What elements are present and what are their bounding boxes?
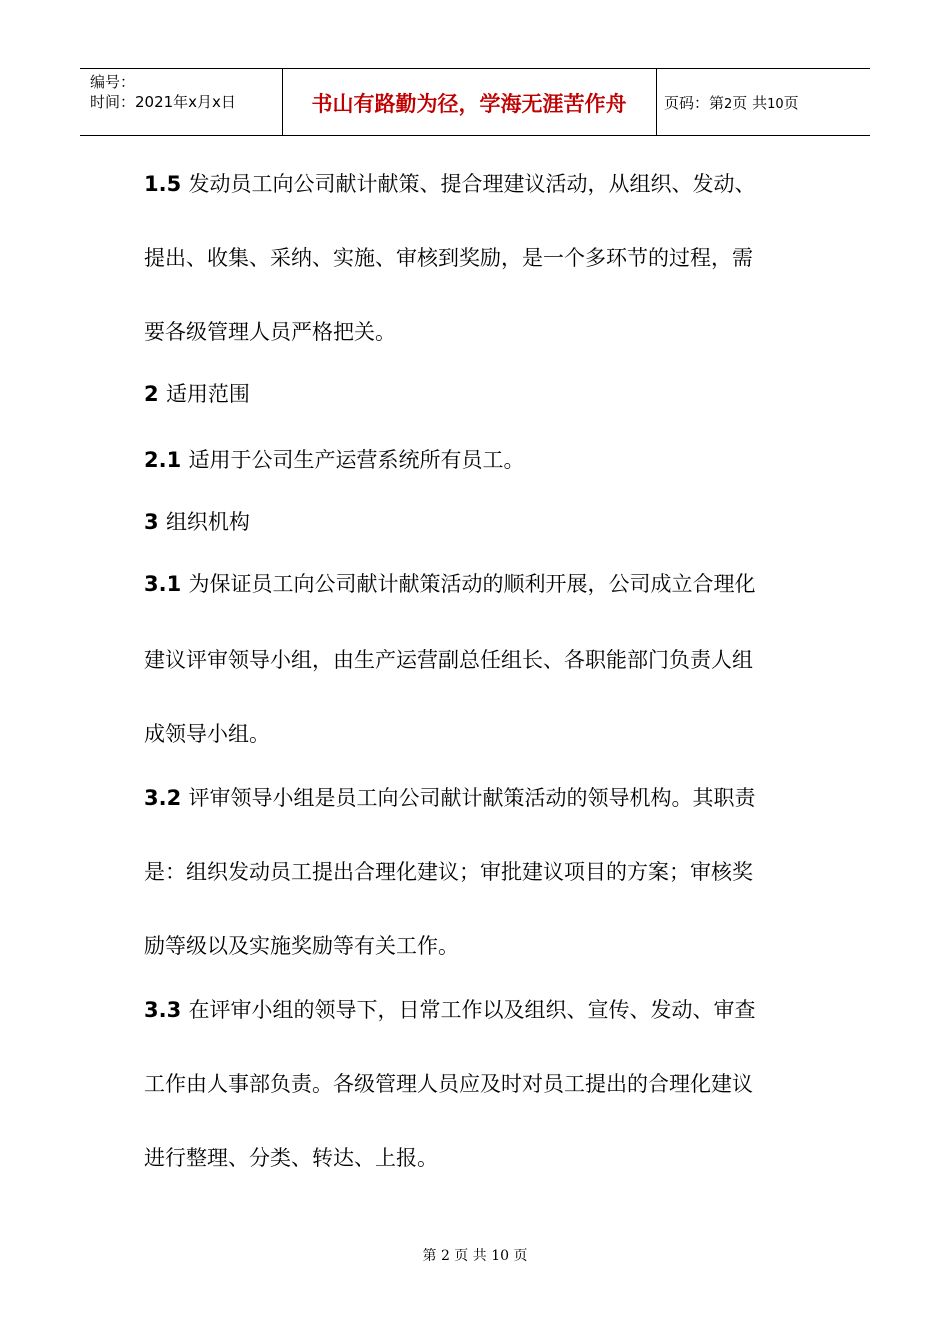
section-number: 3.2	[144, 786, 189, 810]
body-line	[144, 170, 756, 198]
body-text: 成领导小组。	[144, 722, 270, 746]
section-number: 3.1	[144, 572, 189, 596]
body-text: 要各级管理人员严格把关。	[144, 320, 396, 344]
body-line	[144, 318, 396, 346]
body-line	[144, 508, 250, 536]
page-current: 2	[724, 97, 733, 112]
body-text: 发动员工向公司献计献策、提合理建议活动，从组织、发动、	[188, 172, 756, 196]
body-text: 进行整理、分类、转达、上报。	[144, 1146, 438, 1170]
body-line	[144, 244, 753, 272]
page-mid: 页 共	[732, 94, 768, 112]
body-line	[144, 570, 756, 598]
section-number: 2	[144, 382, 166, 406]
body-text: 工作由人事部负责。各级管理人员应及时对员工提出的合理化建议	[144, 1072, 753, 1096]
document-number: 编号：	[90, 73, 136, 91]
body-line	[144, 720, 270, 748]
body-line	[144, 784, 756, 812]
header-meta	[90, 72, 236, 112]
body-line	[144, 1144, 438, 1172]
body-line	[144, 858, 753, 886]
page-header	[80, 68, 870, 136]
header-page-info	[664, 93, 799, 115]
page-prefix: 页码：第	[664, 94, 725, 112]
section-number: 3	[144, 510, 166, 534]
body-text: 评审领导小组是员工向公司献计献策活动的领导机构。其职责	[188, 786, 756, 810]
body-line	[144, 996, 756, 1024]
header-divider	[656, 69, 657, 135]
page-footer: 第 2 页 共 10 页	[422, 1248, 528, 1264]
section-number: 3.3	[144, 998, 189, 1022]
body-line	[144, 1070, 753, 1098]
body-text: 组织机构	[165, 510, 250, 534]
body-text: 励等级以及实施奖励等有关工作。	[144, 934, 459, 958]
body-text: 提出、收集、采纳、实施、审核到奖励，是一个多环节的过程，需	[144, 246, 753, 270]
body-text: 适用范围	[165, 382, 250, 406]
body-line	[144, 446, 525, 474]
body-text: 为保证员工向公司献计献策活动的顺利开展，公司成立合理化	[188, 572, 756, 596]
page-total: 10	[767, 97, 784, 112]
body-text: 建议评审领导小组，由生产运营副总任组长、各职能部门负责人组	[144, 648, 753, 672]
body-text: 适用于公司生产运营系统所有员工。	[188, 448, 525, 472]
page-suffix: 页	[783, 94, 799, 112]
document-date: 时间：2021年x月x日	[90, 93, 236, 111]
body-line	[144, 646, 753, 674]
body-line	[144, 380, 250, 408]
section-number: 2.1	[144, 448, 189, 472]
body-text: 在评审小组的领导下，日常工作以及组织、宣传、发动、审查	[188, 998, 756, 1022]
header-motto: 书山有路勤为径，学海无涯苦作舟	[311, 92, 627, 116]
body-line	[144, 932, 459, 960]
body-text: 是：组织发动员工提出合理化建议；审批建议项目的方案；审核奖	[144, 860, 753, 884]
section-number: 1.5	[144, 172, 189, 196]
